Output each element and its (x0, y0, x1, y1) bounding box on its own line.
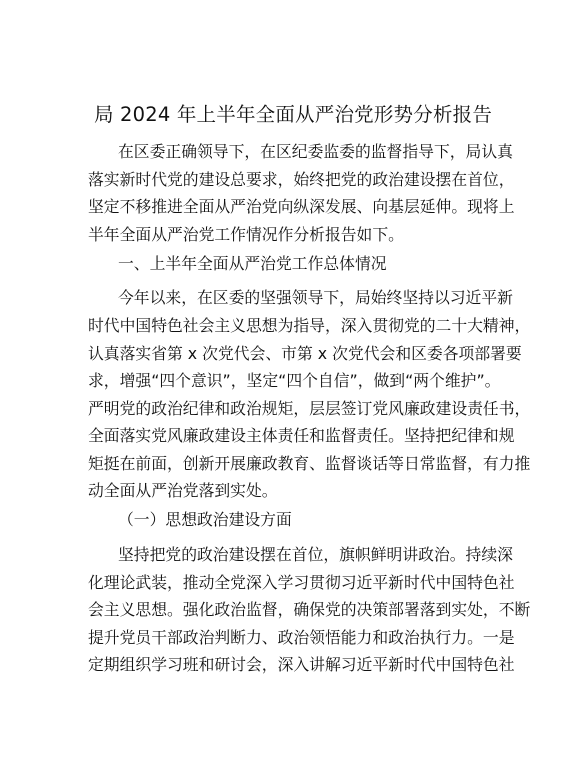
paragraph-line: 在区委正确领导下，在区纪委监委的监督指导下，局认真 (118, 142, 513, 161)
paragraph-line: 认真落实省第 x 次党代会、市第 x 次党代会和区委各项部署要 (88, 344, 522, 363)
paragraph-line: 提升党员干部政治判断力、政治领悟能力和政治执行力。一是 (88, 628, 515, 647)
document-title: 局 2024 年上半年全面从严治党形势分析报告 (93, 103, 493, 126)
paragraph-line: 时代中国特色社会主义思想为指导，深入贯彻党的二十大精神， (88, 316, 531, 335)
paragraph-line: 矩挺在前面，创新开展廉政教育、监督谈话等日常监督，有力推 (88, 454, 531, 473)
paragraph-line: 定期组织学习班和研讨会，深入讲解习近平新时代中国特色社 (88, 655, 515, 674)
paragraph-line: 落实新时代党的建设总要求，始终把党的政治建设摆在首位， (88, 170, 515, 189)
paragraph-line: 严明党的政治纪律和政治规矩，层层签订党风廉政建设责任书， (88, 399, 531, 418)
paragraph-line: 半年全面从严治党工作情况作分析报告如下。 (88, 225, 404, 244)
paragraph-line: 求，增强“四个意识”，坚定“四个自信”，做到“两个维护”。 (88, 371, 501, 390)
paragraph-line: 动全面从严治党落到实处。 (88, 481, 278, 500)
paragraph-line: 今年以来，在区委的坚强领导下，局始终坚持以习近平新 (118, 288, 513, 307)
paragraph-line: 化理论武装，推动全党深入学习贯彻习近平新时代中国特色社 (88, 573, 515, 592)
paragraph-line: 会主义思想。强化政治监督，确保党的决策部署落到实处，不断 (88, 600, 531, 619)
paragraph-line: 坚定不移推进全面从严治党向纵深发展、向基层延伸。现将上 (88, 197, 515, 216)
paragraph-line: 坚持把党的政治建设摆在首位，旗帜鲜明讲政治。持续深 (118, 545, 513, 564)
section-heading: 一、上半年全面从严治党工作总体情况 (118, 254, 387, 273)
subsection-heading: （一）思想政治建设方面 (118, 510, 292, 529)
paragraph-line: 全面落实党风廉政建设主体责任和监督责任。坚持把纪律和规 (88, 426, 515, 445)
